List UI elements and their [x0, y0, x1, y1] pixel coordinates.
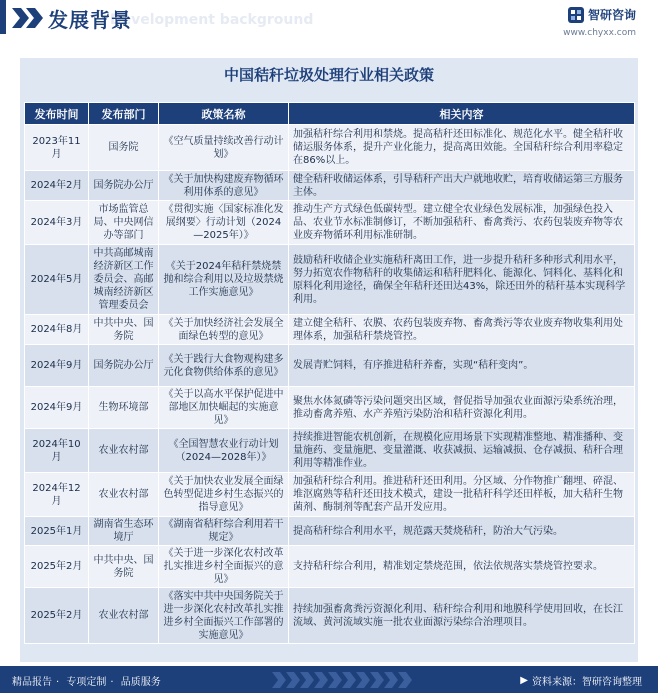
cell-dept: 中共高邮城南经济新区工作委员会、高邮城南经济新区管理委员会: [89, 245, 159, 315]
cell-dept: 生物环境部: [89, 387, 159, 429]
policy-table-panel: [20, 58, 638, 662]
cell-dept: 农业农村部: [89, 429, 159, 473]
cell-content: 加强秸秆综合利用。推进秸秆还田利用。分区域、分作物推广翻埋、碎混、堆沤腐熟等秸秆还田技术模式，建设一批秸秆科学还田样板，加大秸秆生物菌剂、酶制剂等配套产品开发应用。: [289, 473, 635, 517]
table-row: [25, 588, 635, 644]
source-label: 资料来源：: [532, 677, 582, 688]
policy-table: [24, 102, 635, 644]
cell-dept: 中共中央、国务院: [89, 315, 159, 345]
cell-dept: 国务院办公厅: [89, 345, 159, 387]
column-header-dept: 发布部门: [89, 103, 159, 125]
cell-content: 推动生产方式绿色低碳转型。建立健全农业绿色发展标准，加强绿色投入品、农业节水标准制修订，不断加强秸秆、畜禽粪污、农药包装废弃物等农业废弃物循环利用标准研制。: [289, 201, 635, 245]
cell-date: 2024年5月: [25, 245, 89, 315]
cell-policy-name: 《关于以高水平保护促进中部地区加快崛起的实施意见》: [159, 387, 289, 429]
table-row: [25, 546, 635, 588]
cell-policy-name: 《全国智慧农业行动计划（2024—2028年）》: [159, 429, 289, 473]
column-header-date: 发布时间: [25, 103, 89, 125]
column-header-content: 相关内容: [289, 103, 635, 125]
cell-content: 健全秸秆收储运体系，引导秸秆产出大户就地收贮，培育收储运第三方服务主体。: [289, 171, 635, 201]
table-row: [25, 345, 635, 387]
footer-source: [520, 673, 642, 688]
page-footer: [0, 666, 658, 693]
footer-link-custom[interactable]: 专项定制: [66, 677, 107, 688]
table-row: [25, 171, 635, 201]
cell-content: 发展青贮饲料，有序推进秸秆养畜，实现“秸秆变肉”。: [289, 345, 635, 387]
source-value: 智研咨询整理: [582, 677, 642, 688]
table-row: [25, 387, 635, 429]
header-watermark: Development background: [110, 12, 314, 28]
page-header: [0, 0, 658, 44]
cell-date: 2024年12月: [25, 473, 89, 517]
cell-policy-name: 《落实中共中央国务院关于进一步深化农村改革扎实推进乡村全面振兴工作部署的实施意见》: [159, 588, 289, 644]
table-header-row: [25, 103, 635, 125]
cell-policy-name: 《关于加快构建废弃物循环利用体系的意见》: [159, 171, 289, 201]
table-row: [25, 201, 635, 245]
table-row: [25, 517, 635, 546]
cell-dept: 湖南省生态环境厅: [89, 517, 159, 546]
page-title: 发展背景: [48, 8, 132, 32]
brand-name: 智研咨询: [587, 8, 636, 22]
play-arrow-icon: ▶: [520, 675, 528, 686]
cell-policy-name: 《关于加快农业发展全面绿色转型促进乡村生态振兴的指导意见》: [159, 473, 289, 517]
table-row: [25, 125, 635, 171]
cell-date: 2025年2月: [25, 588, 89, 644]
table-title: 中国秸秆垃圾处理行业相关政策: [223, 66, 434, 84]
header-accent-bar: [0, 0, 6, 34]
cell-policy-name: 《关于加快经济社会发展全面绿色转型的意见》: [159, 315, 289, 345]
cell-dept: 农业农村部: [89, 588, 159, 644]
cell-date: 2025年1月: [25, 517, 89, 546]
footer-link-service[interactable]: 品质服务: [120, 677, 161, 688]
cell-date: 2025年2月: [25, 546, 89, 588]
footer-links: 精品报告 · 专项定制 · 品质服务: [12, 677, 161, 688]
cell-content: 支持秸秆综合利用，精准划定禁烧范围，依法依规落实禁烧管控要求。: [289, 546, 635, 588]
cell-policy-name: 《关于进一步深化农村改革 扎实推进乡村全面振兴的意见》: [159, 546, 289, 588]
table-row: [25, 473, 635, 517]
cell-date: 2024年3月: [25, 201, 89, 245]
column-header-name: 政策名称: [159, 103, 289, 125]
table-row: [25, 315, 635, 345]
cell-content: 鼓励秸秆收储企业实施秸秆离田工作，进一步提升秸秆多种形式利用水平，努力拓宽农作物秸秆的收集储运和秸秆肥料化、能源化、饲料化、基料化和原料化利用途径，确保全年秸秆还田达43%，除还田外的秸秆基本实现科学利用。: [289, 245, 635, 315]
cell-date: 2024年2月: [25, 171, 89, 201]
cell-content: 持续推进智能农机创新，在规模化应用场景下实现精准整地、精准播种、变量施药、变量施肥、变量灌溉、收获减损、运输减损、仓存减损、秸秆合理利用等精准作业。: [289, 429, 635, 473]
double-chevron-icon: [12, 8, 46, 28]
footer-chevrons-decoration: [272, 670, 472, 690]
cell-content: 聚焦水体氮磷等污染问题突出区域，督促指导加强农业面源污染系统治理，推动畜禽养殖、水产养殖污染防治和秸秆资源化利用。: [289, 387, 635, 429]
cell-date: 2023年11月: [25, 125, 89, 171]
cell-date: 2024年8月: [25, 315, 89, 345]
brand-logo-icon: [568, 7, 584, 23]
cell-policy-name: 《湖南省秸秆综合利用若干规定》: [159, 517, 289, 546]
cell-dept: 国务院: [89, 125, 159, 171]
cell-policy-name: 《关于2024年秸秆禁烧禁抛和综合利用以及垃圾禁烧工作实施意见》: [159, 245, 289, 315]
cell-dept: 中共中央、国务院: [89, 546, 159, 588]
cell-dept: 市场监管总局、中央网信办等部门: [89, 201, 159, 245]
brand-url: www.chyxx.com: [563, 28, 636, 38]
cell-policy-name: 《贯彻实施〈国家标准化发展纲要〉行动计划（2024—2025年）》: [159, 201, 289, 245]
cell-content: 提高秸秆综合利用水平，规范露天焚烧秸秆，防治大气污染。: [289, 517, 635, 546]
cell-policy-name: 《关于践行大食物观构建多元化食物供给体系的意见》: [159, 345, 289, 387]
cell-date: 2024年9月: [25, 345, 89, 387]
cell-content: 加强秸秆综合利用和禁烧。提高秸秆还田标准化、规范化水平。健全秸秆收储运服务体系，提升产业化能力，提高离田效能。全国秸秆综合利用率稳定在86%以上。: [289, 125, 635, 171]
table-row: [25, 245, 635, 315]
table-row: [25, 429, 635, 473]
brand-logo: [568, 6, 636, 23]
cell-date: 2024年9月: [25, 387, 89, 429]
footer-link-reports[interactable]: 精品报告: [12, 677, 52, 688]
cell-dept: 国务院办公厅: [89, 171, 159, 201]
cell-content: 持续加强畜禽粪污资源化利用、秸秆综合利用和地膜科学使用回收，在长江流域、黄河流域实施一批农业面源污染综合治理项目。: [289, 588, 635, 644]
cell-content: 建立健全秸秆、农膜、农药包装废弃物、畜禽粪污等农业废弃物收集利用处理体系，加强秸秆禁烧管控。: [289, 315, 635, 345]
cell-dept: 农业农村部: [89, 473, 159, 517]
cell-policy-name: 《空气质量持续改善行动计划》: [159, 125, 289, 171]
cell-date: 2024年10月: [25, 429, 89, 473]
